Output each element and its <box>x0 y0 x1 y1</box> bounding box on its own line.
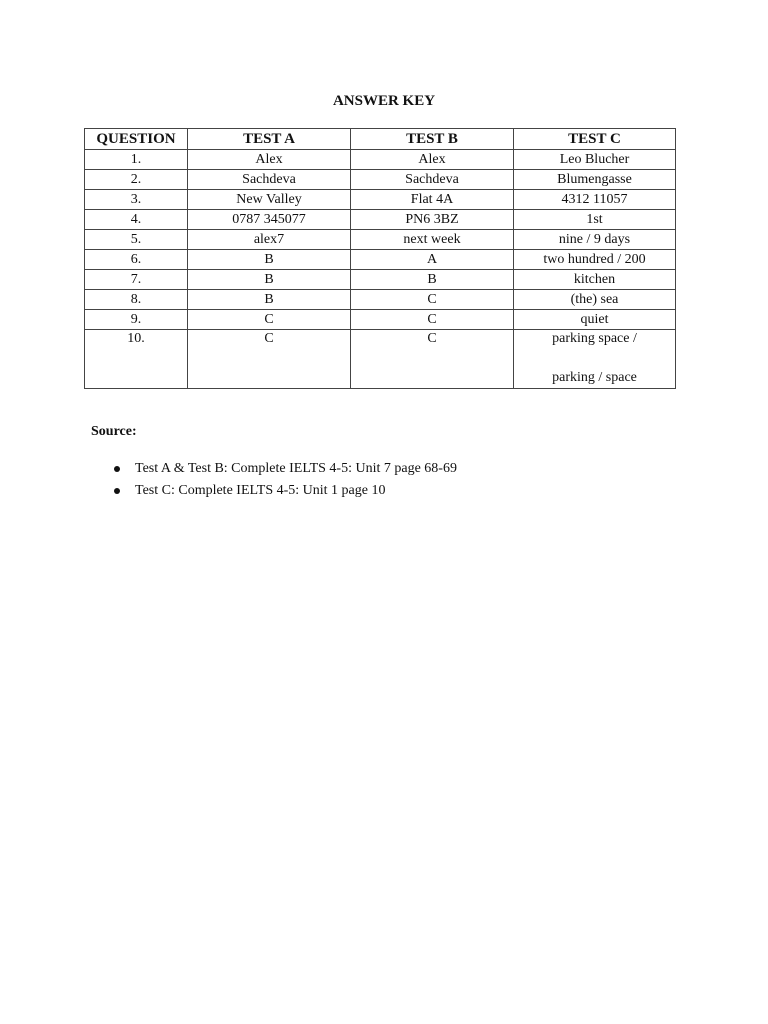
table-row <box>85 190 676 210</box>
answer-test-c: quiet <box>514 310 676 330</box>
table-row <box>85 170 676 190</box>
answer-test-c: nine / 9 days <box>514 230 676 250</box>
answer-test-c: Leo Blucher <box>514 150 676 170</box>
question-number: 7. <box>85 270 188 290</box>
bullet-icon <box>114 488 120 494</box>
answer-test-b: PN6 3BZ <box>351 210 514 230</box>
header-question: QUESTION <box>85 129 188 150</box>
table-row <box>85 210 676 230</box>
answer-test-c-line-2: parking / space <box>552 370 637 385</box>
header-test-b: TEST B <box>351 129 514 150</box>
question-number: 2. <box>85 170 188 190</box>
bullet-icon <box>114 466 120 472</box>
answer-test-b: Sachdeva <box>351 170 514 190</box>
document-title: ANSWER KEY <box>332 93 436 109</box>
answer-test-b: Flat 4A <box>351 190 514 210</box>
answer-test-c: two hundred / 200 <box>514 250 676 270</box>
question-number: 9. <box>85 310 188 330</box>
answer-test-c: kitchen <box>514 270 676 290</box>
source-heading: Source: <box>91 424 137 439</box>
question-number: 4. <box>85 210 188 230</box>
question-number: 5. <box>85 230 188 250</box>
answer-test-b: next week <box>351 230 514 250</box>
answer-test-c: 4312 11057 <box>514 190 676 210</box>
header-test-a: TEST A <box>188 129 351 150</box>
list-item <box>112 459 457 481</box>
answer-test-a: 0787 345077 <box>188 210 351 230</box>
answer-test-a: B <box>188 250 351 270</box>
source-text: Test A & Test B: Complete IELTS 4-5: Unit 7 page 68-69 <box>135 461 457 476</box>
answer-test-b: Alex <box>351 150 514 170</box>
source-list <box>112 459 457 503</box>
table-row <box>85 250 676 270</box>
answer-test-a: C <box>188 310 351 330</box>
table-row <box>85 310 676 330</box>
answer-test-c <box>514 330 676 389</box>
answer-test-c: 1st <box>514 210 676 230</box>
answer-test-a: alex7 <box>188 230 351 250</box>
question-number: 3. <box>85 190 188 210</box>
question-number: 6. <box>85 250 188 270</box>
source-text: Test C: Complete IELTS 4-5: Unit 1 page 10 <box>135 483 386 498</box>
answer-test-c: Blumengasse <box>514 170 676 190</box>
answer-test-a: C <box>188 330 351 389</box>
question-number: 10. <box>85 330 188 389</box>
header-test-c: TEST C <box>514 129 676 150</box>
question-number: 8. <box>85 290 188 310</box>
question-number: 1. <box>85 150 188 170</box>
answer-test-a: Alex <box>188 150 351 170</box>
answer-test-b: C <box>351 290 514 310</box>
table-row <box>85 270 676 290</box>
answer-test-c-line-1: parking space / <box>552 331 637 346</box>
answer-test-a: B <box>188 270 351 290</box>
answer-test-a: Sachdeva <box>188 170 351 190</box>
answer-test-a: B <box>188 290 351 310</box>
answer-test-c: (the) sea <box>514 290 676 310</box>
answer-test-b: B <box>351 270 514 290</box>
table-row <box>85 230 676 250</box>
answer-test-a: New Valley <box>188 190 351 210</box>
answer-test-b: A <box>351 250 514 270</box>
table-row <box>85 290 676 310</box>
list-item <box>112 481 457 503</box>
answer-test-b: C <box>351 330 514 389</box>
answer-key-table <box>84 128 676 389</box>
answer-test-b: C <box>351 310 514 330</box>
table-header-row <box>85 129 676 150</box>
table-row <box>85 330 676 389</box>
table-row <box>85 150 676 170</box>
